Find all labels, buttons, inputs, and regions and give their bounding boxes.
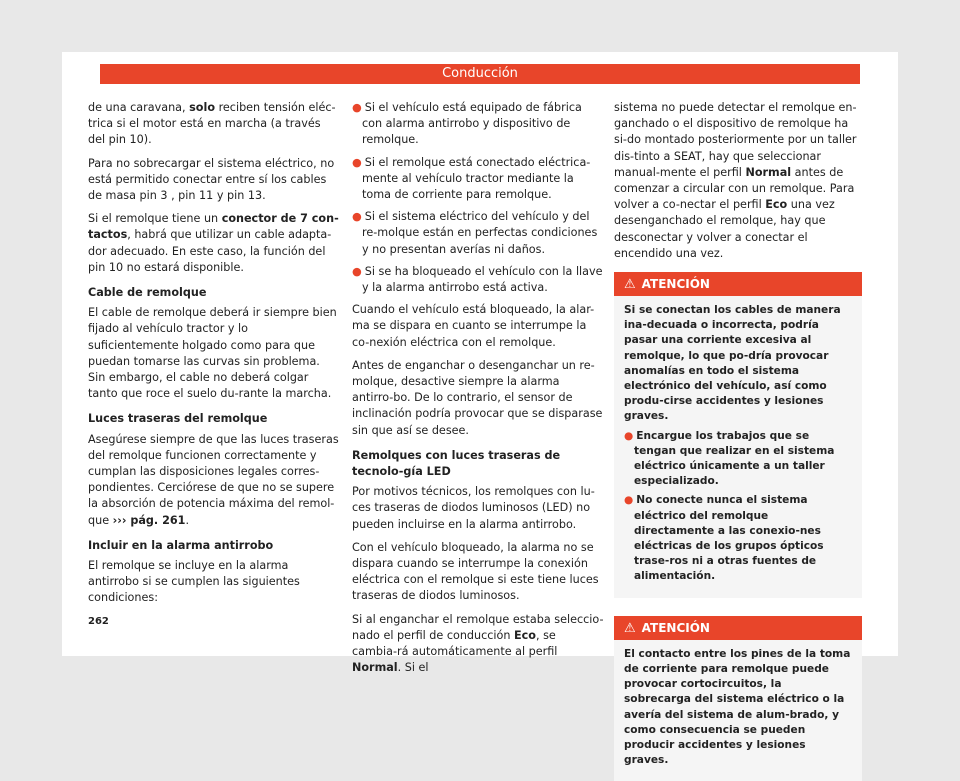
paragraph: Asegúrese siempre de que las luces traseras del remolque funcionen correctamente y cumplan las disposiciones legales corres-pondientes. Cerciórese de que no se supere la absorción de potencia máxima del remol-que ››› pág. 261. bbox=[88, 432, 339, 527]
warning-triangle-icon: ⚠ bbox=[624, 277, 636, 293]
list-item: ● Si el sistema eléctrico del vehículo y del re-molque están en perfectas condiciones y no presentan averías ni daños. bbox=[352, 210, 598, 256]
warning-text: Si se conectan los cables de manera ina-decuada o incorrecta, podría pasar una corriente excesiva al remolque, lo que po-dría provocar anomalías en todo el sistema electrónico del vehículo, así como produ-cirse accidentes y lesiones graves. bbox=[624, 304, 841, 423]
column-2 bbox=[352, 100, 604, 684]
section-heading: Remolques con luces traseras de tecnolo-gía LED bbox=[352, 448, 561, 479]
paragraph: Por motivos técnicos, los remolques con lu-ces traseras de diodos luminosos (LED) no pueden incluirse en la alarma antirrobo. bbox=[352, 485, 595, 531]
paragraph: El cable de remolque deberá ir siempre bien fijado al vehículo tractor y lo suficientemente holgado como para que puedan tomarse las curvas sin problema. Sin embargo, el cable no deberá colgar tanto que roce el suelo du-rante la marcha. bbox=[88, 306, 337, 401]
paragraph: de una caravana, solo reciben tensión eléc-trica si el motor está en marcha (a través del pin 10). bbox=[88, 101, 336, 147]
bullet-icon: ● bbox=[352, 101, 362, 114]
warning-body bbox=[614, 296, 862, 598]
paragraph: sistema no puede detectar el remolque en-ganchado o el dispositivo de remolque ha si-do montado posteriormente por un taller dis-tinto a SEAT, hay que seleccionar manual-mente el perfil Normal antes de comenzar a circular con un remolque. Para volver a co-nectar el perfil Eco una vez desenganchado el remolque, hay que desconectar y volver a conectar el encendido una vez. bbox=[614, 101, 857, 260]
page-reference-link[interactable]: ››› pág. 261 bbox=[112, 513, 186, 527]
paragraph: El remolque se incluye en la alarma antirrobo si se cumplen las siguientes condiciones: bbox=[88, 559, 300, 605]
list-item: ● Si el vehículo está equipado de fábrica con alarma antirrobo y dispositivo de remolque. bbox=[352, 101, 582, 147]
bullet-icon: ● bbox=[352, 264, 362, 278]
list-item: ● Encargue los trabajos que se tengan que realizar en el sistema eléctrico únicamente a un taller especializado. bbox=[624, 429, 835, 488]
warning-body bbox=[614, 640, 862, 781]
paragraph: Si al enganchar el remolque estaba seleccio-nado el perfil de conducción Eco, se cambia-rá automáticamente al perfil Normal. Si el bbox=[352, 612, 604, 675]
column-1 bbox=[88, 100, 340, 614]
warning-header: ⚠ ATENCIÓN bbox=[614, 616, 862, 640]
list-item: ● Si el remolque está conectado eléctrica-mente al vehículo tractor mediante la toma de corriente para remolque. bbox=[352, 155, 591, 202]
paragraph: Para no sobrecargar el sistema eléctrico, no está permitido conectar entre sí los cables de masa pin 3 , pin 11 y pin 13. bbox=[88, 156, 335, 203]
section-header: Conducción bbox=[100, 64, 860, 84]
section-heading: Incluir en la alarma antirrobo bbox=[88, 538, 274, 552]
page-number: 262 bbox=[88, 616, 109, 627]
list-item: ● Si se ha bloqueado el vehículo con la llave y la alarma antirrobo está activa. bbox=[352, 264, 603, 295]
list-item: ● No conecte nunca el sistema eléctrico del remolque directamente a las conexio-nes eléctricas de los grupos ópticos trase-ros ni a otras fuentes de alimentación. bbox=[624, 494, 824, 583]
warning-triangle-icon: ⚠ bbox=[624, 620, 636, 636]
bullet-icon: ● bbox=[624, 494, 634, 507]
warning-box bbox=[614, 616, 862, 781]
paragraph: Antes de enganchar o desenganchar un re-molque, desactive siempre la alarma antirro-bo. De lo contrario, el sensor de inclinación podría provocar que se disparase sin que así se desee. bbox=[352, 358, 603, 437]
section-heading: Luces traseras del remolque bbox=[88, 412, 268, 426]
bullet-icon: ● bbox=[624, 429, 634, 442]
warning-text: El contacto entre los pines de la toma de corriente para remolque puede provocar cortocircuitos, la sobrecarga del sistema eléctrico o la avería del sistema de alum-brado, y como consecuencia se pueden producir accidentes y lesiones graves. bbox=[624, 647, 851, 767]
bullet-icon: ● bbox=[352, 155, 362, 169]
bullet-icon: ● bbox=[352, 210, 362, 224]
paragraph: Cuando el vehículo está bloqueado, la alar-ma se dispara en cuanto se interrumpe la co-nexión eléctrica con el remolque. bbox=[352, 303, 595, 349]
section-heading: Cable de remolque bbox=[88, 286, 207, 300]
paragraph: Si el remolque tiene un conector de 7 con-tactos, habrá que utilizar un cable adapta-dor adecuado. En este caso, la función del pin 10 no estará disponible. bbox=[88, 212, 339, 274]
paragraph: Con el vehículo bloqueado, la alarma no se dispara cuando se interrumpe la conexión eléctrica con el remolque si este tiene luces traseras de diodos luminosos. bbox=[352, 540, 599, 603]
warning-box bbox=[614, 272, 862, 598]
column-3 bbox=[614, 100, 862, 781]
warning-header: ⚠ ATENCIÓN bbox=[614, 272, 862, 296]
